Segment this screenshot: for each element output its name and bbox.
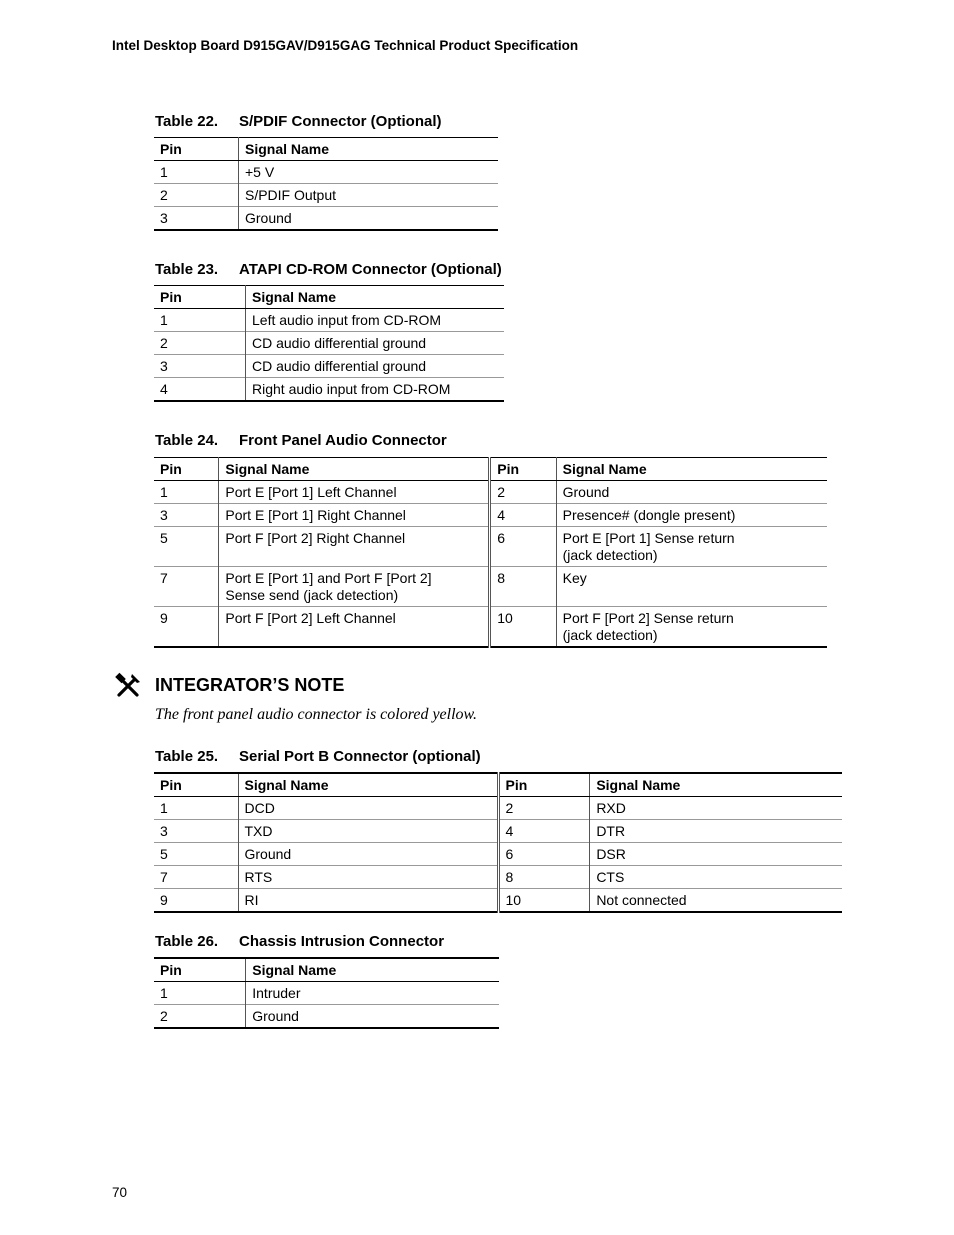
table-header-row: [154, 458, 827, 481]
table-cell: Key: [556, 567, 827, 607]
table-cell: 10: [490, 607, 556, 648]
table-cell: 2: [154, 184, 238, 207]
table-cell: 2: [154, 332, 246, 355]
table22-title: S/PDIF Connector (Optional): [239, 113, 442, 130]
table-cell: 4: [154, 378, 246, 402]
table-cell: 4: [490, 504, 556, 527]
table-cell: Ground: [238, 843, 498, 866]
table-row: [154, 184, 498, 207]
table22-caption: [155, 113, 442, 130]
table22: [154, 137, 498, 231]
column-header: Pin: [154, 458, 219, 481]
table-cell: DCD: [238, 797, 498, 820]
table-cell: S/PDIF Output: [238, 184, 498, 207]
table-cell: 7: [154, 866, 238, 889]
table24: [154, 457, 827, 648]
table-cell: 1: [160, 164, 168, 180]
table-row: [154, 332, 504, 355]
table-cell: Ground: [556, 481, 827, 504]
table-cell: DSR: [590, 843, 842, 866]
table-row: [154, 982, 499, 1005]
column-header: Signal Name: [246, 286, 505, 309]
table-row: [154, 309, 504, 332]
table-row: [154, 1005, 499, 1029]
table-cell: 1: [160, 484, 168, 500]
table-cell: DTR: [590, 820, 842, 843]
table-cell: RI: [238, 889, 498, 913]
column-header: Signal Name: [238, 138, 498, 161]
column-header: Signal Name: [238, 773, 498, 797]
table-cell: CD audio differential ground: [246, 332, 505, 355]
table25-caption: [155, 748, 481, 765]
table24-caption: [155, 432, 447, 449]
table-header-row: [154, 773, 842, 797]
table-cell: Ground: [246, 1005, 499, 1029]
table-cell: 3: [154, 207, 238, 231]
table-row: [154, 843, 842, 866]
column-header: Pin: [154, 958, 246, 982]
table-cell: Port E [Port 1] Right Channel: [219, 504, 490, 527]
table-row: [154, 355, 504, 378]
table-cell: 2: [490, 481, 556, 504]
table-cell: 9: [154, 607, 219, 648]
column-header: Pin: [490, 458, 556, 481]
table-cell: Port E [Port 1] Left Channel: [219, 481, 490, 504]
table-cell: 4: [498, 820, 590, 843]
table-row: [154, 866, 842, 889]
table-cell: Port F [Port 2] Right Channel: [219, 527, 490, 567]
table-cell: Port E [Port 1] Sense return (jack detection): [556, 527, 827, 567]
table-cell: CD audio differential ground: [246, 355, 505, 378]
table-cell: RXD: [590, 797, 842, 820]
table-cell: 10: [498, 889, 590, 913]
table-header-row: [154, 138, 498, 161]
table-cell: CTS: [590, 866, 842, 889]
table-row: [154, 207, 498, 231]
table22-number: Table 22.: [155, 113, 219, 130]
table-cell: 7: [154, 567, 219, 607]
table-cell: 8: [498, 866, 590, 889]
page-header: Intel Desktop Board D915GAV/D915GAG Technical Product Specification: [112, 38, 579, 53]
table-row: [154, 889, 842, 913]
table24-title: Front Panel Audio Connector: [239, 432, 447, 449]
column-header: Signal Name: [219, 458, 490, 481]
table25: [154, 772, 842, 913]
table-cell: 6: [490, 527, 556, 567]
table25-title: Serial Port B Connector (optional): [239, 748, 481, 765]
table-row: [154, 504, 827, 527]
table26-number: Table 26.: [155, 933, 219, 950]
table23-caption: [155, 261, 502, 278]
column-header: Signal Name: [590, 773, 842, 797]
table-cell: Left audio input from CD-ROM: [246, 309, 505, 332]
table-cell: 3: [154, 504, 219, 527]
table-row: [154, 797, 842, 820]
column-header: Pin: [154, 773, 238, 797]
table-cell: 5: [154, 843, 238, 866]
table-cell: RTS: [238, 866, 498, 889]
table-row: [154, 481, 827, 504]
table-cell: 2: [498, 797, 590, 820]
table23-number: Table 23.: [155, 261, 219, 278]
table-row: [154, 820, 842, 843]
table-cell: TXD: [238, 820, 498, 843]
table-header-row: [154, 286, 504, 309]
table-row: [154, 607, 827, 648]
table26: [154, 957, 499, 1029]
table-cell: Port F [Port 2] Sense return (jack detection): [556, 607, 827, 648]
table-cell: Intruder: [246, 982, 499, 1005]
table-row: [154, 567, 827, 607]
table-cell: 5: [154, 527, 219, 567]
column-header: Signal Name: [246, 958, 499, 982]
table-row: [154, 527, 827, 567]
table-row: [154, 161, 498, 184]
table-cell: 3: [154, 820, 238, 843]
table-cell: Ground: [238, 207, 498, 231]
note-text: The front panel audio connector is colored yellow.: [155, 706, 478, 723]
table-cell: 1: [160, 800, 168, 816]
tools-icon: [114, 672, 142, 700]
table-cell: 2: [154, 1005, 246, 1029]
column-header: Pin: [154, 286, 246, 309]
column-header: Pin: [154, 138, 238, 161]
table-cell: 8: [490, 567, 556, 607]
table26-caption: [155, 933, 444, 950]
note-title: INTEGRATOR’S NOTE: [155, 675, 345, 695]
table-cell: Right audio input from CD-ROM: [246, 378, 505, 402]
table-cell: Presence# (dongle present): [556, 504, 827, 527]
table23: [154, 285, 504, 402]
table-cell: 9: [154, 889, 238, 913]
table-cell: +5 V: [238, 161, 498, 184]
table-cell: Port F [Port 2] Left Channel: [219, 607, 490, 648]
table-row: [154, 378, 504, 402]
table26-title: Chassis Intrusion Connector: [239, 933, 445, 950]
table23-title: ATAPI CD-ROM Connector (Optional): [239, 261, 502, 278]
page-number: 70: [112, 1185, 128, 1200]
table-cell: 1: [160, 985, 168, 1001]
table-cell: 1: [160, 312, 168, 328]
column-header: Signal Name: [556, 458, 827, 481]
table-cell: 3: [154, 355, 246, 378]
table24-number: Table 24.: [155, 432, 219, 449]
table25-number: Table 25.: [155, 748, 219, 765]
table-cell: 6: [498, 843, 590, 866]
table-header-row: [154, 958, 499, 982]
table-cell: Port E [Port 1] and Port F [Port 2] Sense send (jack detection): [219, 567, 490, 607]
table-cell: Not connected: [590, 889, 842, 913]
column-header: Pin: [498, 773, 590, 797]
